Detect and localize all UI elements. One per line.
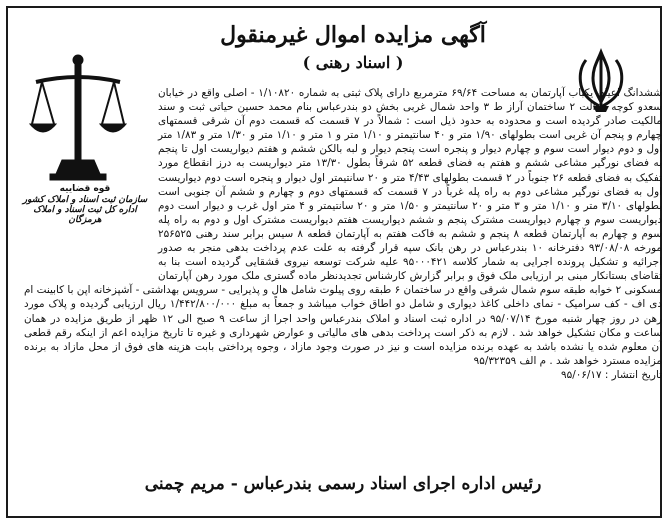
notice-title: آگهی مزایده اموال غیرمنقول	[220, 22, 486, 48]
notice-subtitle: ( اسناد رهنی )	[302, 53, 404, 72]
org-line-judiciary: قوه قضاییه	[59, 184, 111, 194]
signature-line: رئیس اداره اجرای اسناد رسمی بندرعباس - مریم چمنی	[144, 474, 542, 494]
org-line-registration: سازمان ثبت اسناد و املاک کشور	[22, 195, 148, 205]
notice-body	[24, 86, 662, 458]
notice-frame	[6, 6, 662, 518]
notice-body-text: ششدانگ اعیان یکباب آپارتمان به مساحت ۶۹/۶۴ مترمربع دارای پلاک ثبتی به شماره ۱/۱۰۸۲۰ - اصلی واقع در خیابان سعدو کوچه عدالت ۲ ساختمان آراز ط ۳ واحد شمال غربی بخش دو بندرعباس بنام محمد حسین حیاتی ثبت و سند مالکیت صادر گردیده است و محدوده به حدود ذیل است : شمالاً در ۷ قسمت که قسمت دوم آن شرقی قسمتهای چهارم و پنجم آن غربی است بطولهای ۱/۹۰ متر و ۴۰ سانتیمتر و ۱/۱۰ متر و ۱ متر و ۱/۱۰ متر و ۱/۳۰ متر و ۱/۸۳ متر اول و دوم دیوار است سوم و چهارم دیوار و پنجره است پنجم دیوار و لبه بالکن ششم و هفتم دیواریست اول تا پنجم به فضای نورگیر مشاعی ششم و هفتم به فضای قطعه ۵۲ شرقاً بطول ۱۳/۳۰ متر دیواریست به درز انقطاع مورد تفکیک به فضای قطعه ۲۶ جنوباً در ۲ قسمت بطولهای ۴/۴۳ متر و ۲۰ سانتیمتر اول دیوار و پنجره است دوم دیواریست اول به فضای نورگیر مشاعی دوم به راه پله غرباً در ۷ قسمت که قسمتهای دوم و چهارم و ششم آن جنوبی است بطولهای ۳/۱۰ متر و ۱/۱۰ متر و ۳ متر و ۲۰ سانتیمتر و ۱/۵۰ متر و ۲۰ سانتیمتر و ۴ متر اول غرب و دیوار است دوم دیواریست سوم و چهارم دیواریست مشترک پنجم و ششم دیواریست هفتم دیواریست مشترک اول و دوم به راه پله سوم و چهارم به آپارتمان قطعه ۸ پنجم و ششم به فاکت هفتم به آپارتمان قطعه ۸ سیس برابر سند رهنی ۲۵۶۵۲۵ مورخه ۹۳/۰۸/۰۸ دفترخانه ۱۰ بندرعباس در رهن بانک سپه قرار گرفته به علت عدم پرداخت بدهی منجر به صدور اجرائیه و تشکیل پرونده اجرایی به شمار کلاسه ۹۵۰۰۰۴۲۱ علیه شرکت توسعه نیروی قشقایی گردیده است بنا به تقاضای بستانکار مبنی بر ارزیابی ملک فوق و برابر گزارش کارشناس تجدیدنظر ماده گستری ملک مورد رهن آپارتمان مسکونی ۲ خوابه طبقه سوم شمال شرقی واقع در ساختمان ۶ طبقه روی پیلوت شامل هال و پذیرایی - سرویس بهداشتی - آشپزخانه اپن با کابینت ام دی اف - کف سرامیک - نمای داخلی کاغذ دیواری و شامل دو اطاق خواب میباشد و جمعاً به مبلغ ۱/۴۴۲/۸۰۰/۰۰۰ ریال ارزیابی گردیده و پلاک مورد رهن در روز چهار شنبه مورخ ۹۵/۰۷/۱۴ در اداره ثبت اسناد و املاک بندرعباس واحد اجرا از ساعت ۹ صبح الی ۱۲ ظهر از طریق مزایده در همان ساعت و مکان تشکیل خواهد شد . لازم به ذکر است پرداخت بدهی های مالیاتی و عوارض شهرداری و غیره تا تاریخ مزایده اعم از اینکه رقم قطعی آن معلوم شده یا نشده باشد به عهده برنده مزایده است و نیز در صورت وجود مازاد ، وجوه پرداختی بابت هزینه های فوق از محل مازاد به برنده مزایده مسترد خواهد شد . م الف ۹۵/۳۲۳۵۹	[24, 87, 662, 367]
publish-date: تاریخ انتشار : ۹۵/۰۶/۱۷	[561, 368, 662, 381]
org-line-hormozgan: اداره کل ثبت اسناد و املاک هرمزگان	[33, 205, 137, 225]
